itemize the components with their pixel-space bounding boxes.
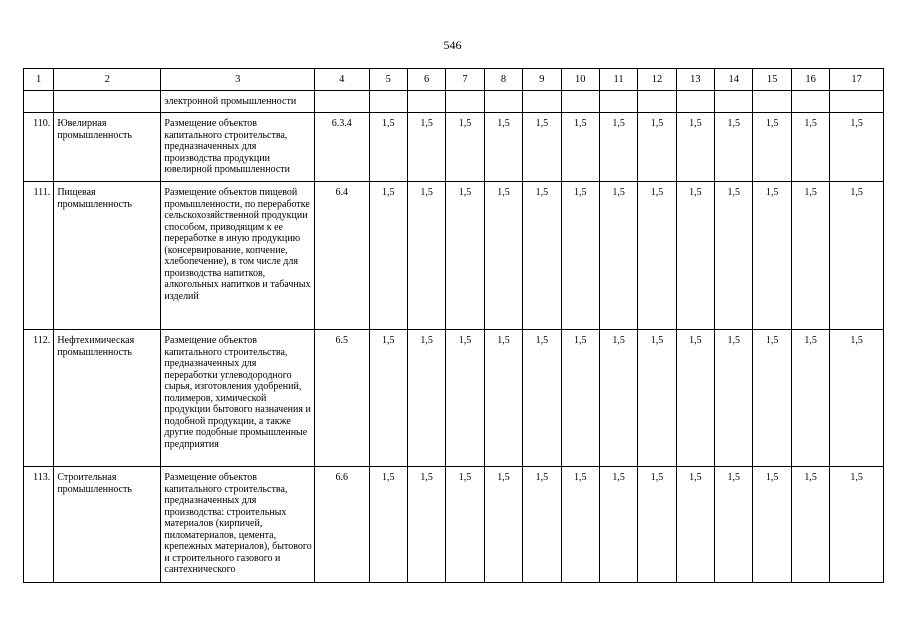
value-cell: 1,5 [369, 330, 407, 467]
use-code: 6.4 [315, 182, 370, 330]
value-cell: 1,5 [753, 330, 791, 467]
value-cell: 1,5 [599, 113, 637, 182]
column-header: 6 [407, 69, 445, 91]
use-description: Размещение объектов капитального строительства, предназначенных для переработки углеводородного сырья, изготовления удобрений, полимеров, химической продукции бытового назначения и подобной продукции, а также другие подобные промышленные предприятия [161, 330, 315, 467]
value-cell: 1,5 [407, 182, 445, 330]
value-cell: 1,5 [753, 182, 791, 330]
column-header: 1 [24, 69, 54, 91]
row-number: 110. [24, 113, 54, 182]
table-row [24, 182, 884, 330]
value-cell: 1,5 [791, 467, 829, 583]
column-header: 10 [561, 69, 599, 91]
value-cell: 1,5 [561, 330, 599, 467]
industry-name: Пищевая промышленность [54, 182, 161, 330]
value-cell: 1,5 [561, 113, 599, 182]
value-cell: 1,5 [523, 182, 561, 330]
value-cell: 1,5 [638, 330, 676, 467]
value-cell: 1,5 [484, 182, 522, 330]
value-cell: 1,5 [676, 113, 714, 182]
column-header: 11 [599, 69, 637, 91]
value-cell: 1,5 [753, 467, 791, 583]
column-header: 17 [830, 69, 884, 91]
value-cell: 1,5 [369, 467, 407, 583]
value-cell: 1,5 [446, 113, 484, 182]
value-cell: 1,5 [830, 467, 884, 583]
value-cell: 1,5 [791, 182, 829, 330]
value-cell: 1,5 [715, 330, 753, 467]
value-cell: 1,5 [446, 467, 484, 583]
continuation-row [24, 91, 884, 113]
value-cell: 1,5 [369, 182, 407, 330]
column-header: 16 [791, 69, 829, 91]
value-cell: 1,5 [676, 182, 714, 330]
row-number: 113. [24, 467, 54, 583]
value-cell: 1,5 [484, 113, 522, 182]
industry-name: Строительная промышленность [54, 467, 161, 583]
land-use-table [23, 68, 884, 583]
value-cell: 1,5 [561, 467, 599, 583]
row-number: 111. [24, 182, 54, 330]
industry-name: Нефтехимическая промышленность [54, 330, 161, 467]
value-cell: 1,5 [523, 330, 561, 467]
column-header: 4 [315, 69, 370, 91]
value-cell: 1,5 [676, 467, 714, 583]
column-header: 12 [638, 69, 676, 91]
use-code: 6.5 [315, 330, 370, 467]
use-code: 6.6 [315, 467, 370, 583]
value-cell: 1,5 [561, 182, 599, 330]
value-cell: 1,5 [638, 467, 676, 583]
value-cell: 1,5 [599, 330, 637, 467]
value-cell: 1,5 [484, 330, 522, 467]
value-cell: 1,5 [715, 467, 753, 583]
value-cell: 1,5 [830, 113, 884, 182]
row-number: 112. [24, 330, 54, 467]
value-cell: 1,5 [599, 182, 637, 330]
value-cell: 1,5 [753, 113, 791, 182]
column-header: 9 [523, 69, 561, 91]
column-header: 2 [54, 69, 161, 91]
use-description: Размещение объектов пищевой промышленности, по переработке сельскохозяйственной продукции способом, приводящим к ее переработке в иную продукцию (консервирование, копчение, хлебопечение), в том числе для производства напитков, алкогольных напитков и табачных изделий [161, 182, 315, 330]
value-cell: 1,5 [599, 467, 637, 583]
use-description: Размещение объектов капитального строительства, предназначенных для производства: строительных материалов (кирпичей, пиломатериалов, цемента, крепежных материалов), бытового и строительного газового и сантехнического [161, 467, 315, 583]
value-cell: 1,5 [715, 113, 753, 182]
use-description: Размещение объектов капитального строительства, предназначенных для производства продукции ювелирной промышленности [161, 113, 315, 182]
value-cell: 1,5 [638, 113, 676, 182]
column-header: 7 [446, 69, 484, 91]
value-cell: 1,5 [407, 467, 445, 583]
use-code: 6.3.4 [315, 113, 370, 182]
column-header: 3 [161, 69, 315, 91]
value-cell: 1,5 [369, 113, 407, 182]
table-row [24, 330, 884, 467]
value-cell: 1,5 [791, 330, 829, 467]
value-cell: 1,5 [407, 330, 445, 467]
table-row [24, 467, 884, 583]
table-row [24, 113, 884, 182]
value-cell: 1,5 [638, 182, 676, 330]
value-cell: 1,5 [715, 182, 753, 330]
value-cell: 1,5 [484, 467, 522, 583]
page-number: 546 [443, 38, 462, 52]
value-cell: 1,5 [523, 113, 561, 182]
continuation-text: электронной промышленности [161, 91, 315, 113]
column-header: 5 [369, 69, 407, 91]
value-cell: 1,5 [830, 182, 884, 330]
value-cell: 1,5 [676, 330, 714, 467]
value-cell: 1,5 [446, 182, 484, 330]
column-header: 15 [753, 69, 791, 91]
industry-name: Ювелирная промышленность [54, 113, 161, 182]
value-cell: 1,5 [791, 113, 829, 182]
value-cell: 1,5 [446, 330, 484, 467]
header-row [24, 69, 884, 91]
column-header: 14 [715, 69, 753, 91]
column-header: 13 [676, 69, 714, 91]
value-cell: 1,5 [523, 467, 561, 583]
value-cell: 1,5 [830, 330, 884, 467]
value-cell: 1,5 [407, 113, 445, 182]
column-header: 8 [484, 69, 522, 91]
